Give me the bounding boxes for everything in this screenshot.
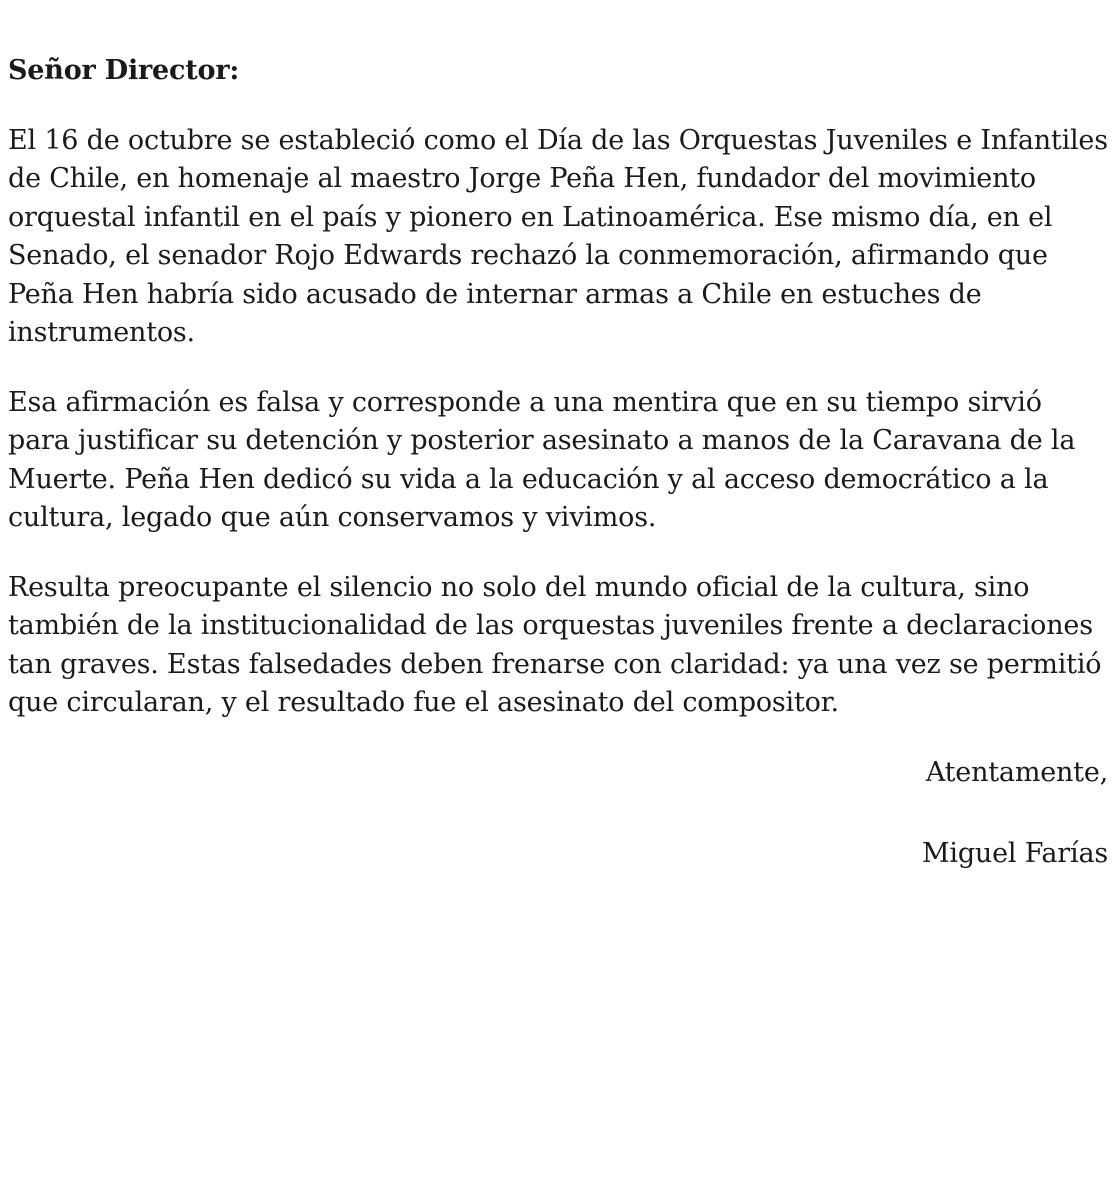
closing: Atentamente,: [925, 756, 1108, 788]
salutation: Señor Director:: [8, 55, 240, 86]
paragraph-2: Esa afirmación es falsa y corresponde a una mentira que en su tiempo sirvió para justificar su detención y posterior asesinato a manos de la Caravana de la Muerte. Peña Hen dedicó su vida a la educación y al acceso democrático a la cultura, legado que aún conservamos y vivimos.: [8, 386, 1076, 533]
paragraph-3: Resulta preocupante el silencio no solo del mundo oficial de la cultura, sino también de la institucionalidad de las orquestas juveniles frente a declaraciones tan graves. Estas falsedades deben frenarse con claridad: ya una vez se permitió que circularan, y el resultado fue el asesinato del compositor.: [8, 571, 1102, 718]
paragraph-1: El 16 de octubre se estableció como el Día de las Orquestas Juveniles e Infantiles de Chile, en homenaje al maestro Jorge Peña Hen, fundador del movimiento orquestal infantil en el país y pionero en Latinoamérica. Ese mismo día, en el Senado, el senador Rojo Edwards rechazó la conmemoración, afirmando que Peña Hen habría sido acusado de internar armas a Chile en estuches de instrumentos.: [8, 124, 1108, 348]
letter-body: [8, 52, 1110, 874]
signature: Miguel Farías: [921, 838, 1108, 869]
